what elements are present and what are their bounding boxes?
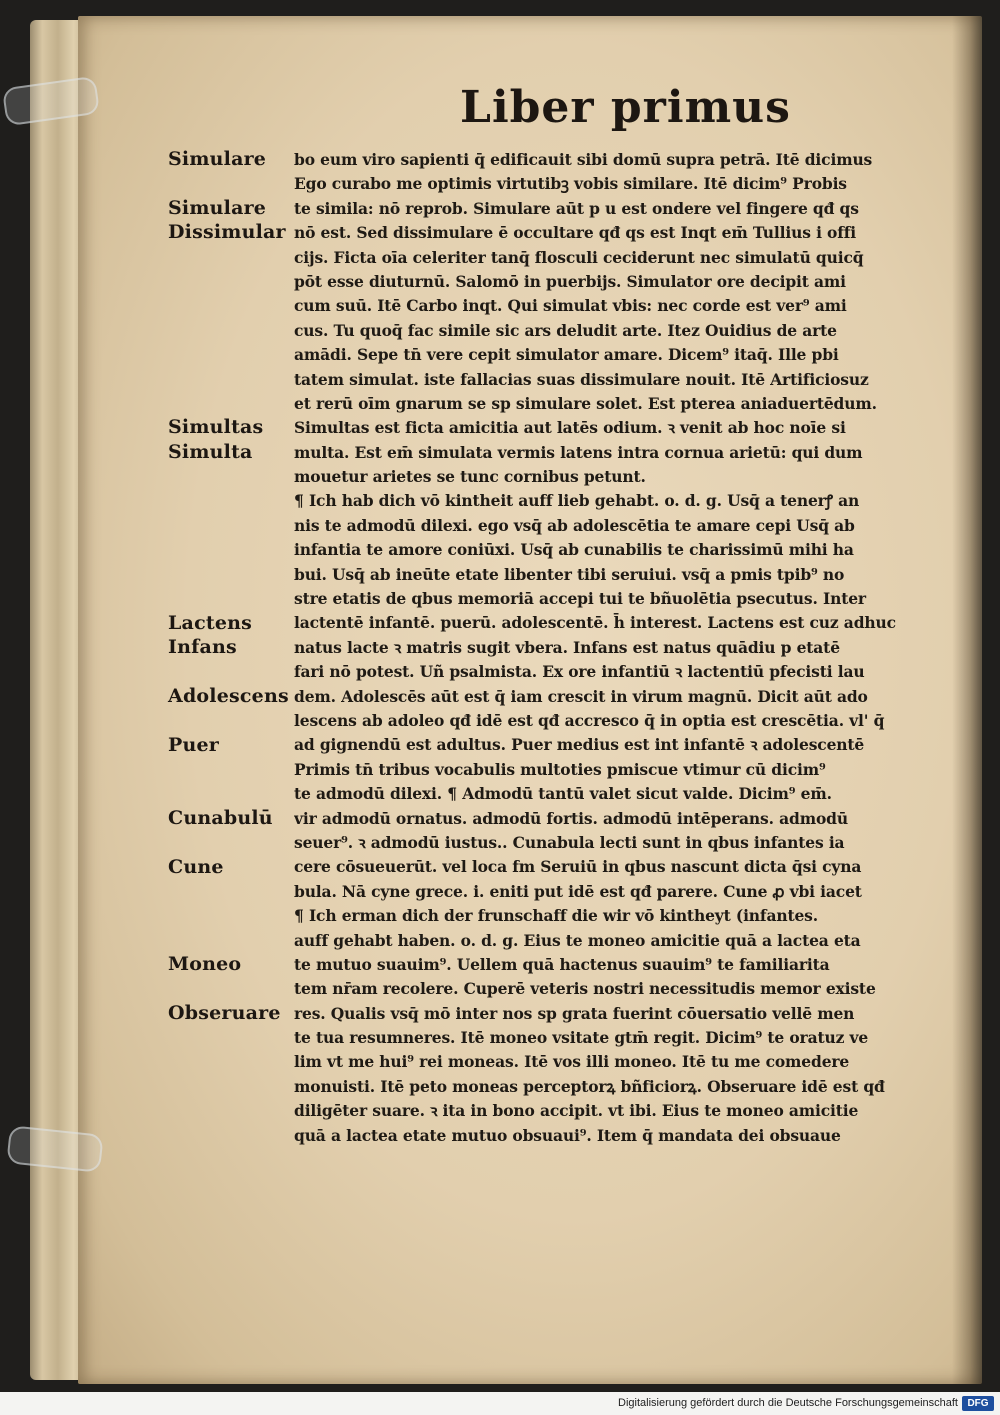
text-line: bula. Nā cyne grece. i. eniti put idē est qđ parere. Cune ꝓ vbi iacet (294, 881, 862, 901)
text-line: cum suū. Itē Carbo inqt. Qui simulat vbis: nec corde est ver⁹ ami (294, 296, 847, 316)
text-line: lactentē infantē. puerū. adolescentē. h̄ interest. Lactens est cuz adhuc (294, 613, 896, 633)
dfg-logo: DFG (962, 1396, 994, 1411)
text-line: lescens ab adoleo qđ idē est qđ accresco q̄ in optia est crescētia. vl' q̄ (294, 710, 885, 730)
text-line: res. Qualis vsq̄ mō inter nos sp grata fuerint cōuersatio vellē men (294, 1003, 855, 1023)
text-line: Simultas est ficta amicitia aut latēs odium. ꝛ venit ab hoc noīe si (294, 418, 846, 438)
footer-credit: Digitalisierung gefördert durch die Deutsche Forschungsgemeinschaft (618, 1397, 958, 1409)
text-line: auff gehabt haben. o. d. g. Eius te moneo amicitie quā a lactea eta (294, 930, 861, 950)
margin-note: Puer (168, 733, 219, 756)
margin-note: Dissimular (168, 221, 286, 244)
text-line: ¶ Ich hab dich vō kintheit auff lieb gehabt. o. d. g. Usq̄ a tenerꝭ an (294, 491, 860, 511)
text-line: pōt esse diuturnū. Salomō in puerbijs. Simulator ore decipit ami (294, 271, 846, 291)
text-line: nō est. Sed dissimulare ē occultare qđ qs est Inqt em̄ Tullius i offi (294, 223, 857, 243)
margin-note: Moneo (168, 953, 242, 976)
margin-note: Infans (168, 636, 237, 658)
text-line: nis te admodū dilexi. ego vsq̄ ab adolescētia te amare cepi Usq̄ ab (294, 515, 855, 535)
text-line: tatem simulat. iste fallacias suas dissimulare nouit. Itē Artificiosuz (294, 369, 869, 389)
text-line: infantia te amore coniūxi. Usq̄ ab cunabilis te charissimū mihi ha (294, 540, 854, 560)
text-line: cere cōsueuerūt. vel loca fm Seruiū in qbus nascunt dicta q̄si cyna (294, 857, 862, 877)
margin-note: Adolescens (168, 684, 289, 707)
text-line: te tua resumneres. Itē moneo vsitate gtm̄ regit. Dicim⁹ te oratuz ve (294, 1028, 869, 1048)
text-line: amādi. Sepe tn̄ vere cepit simulator amare. Dicem⁹ itaq̄. Ille pbi (294, 345, 839, 365)
text-line: Ego curabo me optimis virtutibꝫ vobis similare. Itē dicim⁹ Probis (294, 174, 847, 194)
text-line: dem. Adolescēs aūt est q̄ iam crescit in virum magnū. Dicit aūt ado (294, 686, 868, 706)
text-line: te admodū dilexi. ¶ Admodū tantū valet sicut valde. Dicim⁹ em̄. (294, 784, 832, 804)
text-line: monuisti. Itē peto moneas perceptorꝝ bñficiorꝝ. Obseruare idē est qđ (294, 1076, 885, 1096)
text-line: diligēter suare. ꝛ ita in bono accipit. vt ibi. Eius te moneo amicitie (294, 1101, 859, 1121)
text-line: cijs. Ficta oīa celeriter tanq̄ flosculi ceciderunt nec simulatū quicq̄ (294, 247, 864, 267)
margin-note: Simulare (168, 148, 267, 170)
text-line: quā a lactea etate mutuo obsuaui⁹. Item q̄ mandata dei obsuaue (294, 1125, 841, 1145)
text-line: ad gignendū est adultus. Puer medius est int infantē ꝛ adolescentē (294, 735, 865, 755)
text-line: ¶ Ich erman dich der frunschaff die wir vō kintheyt (infantes. (294, 906, 819, 926)
text-line: natus lacte ꝛ matris sugit vbera. Infans est natus quādiu p etatē (294, 637, 840, 657)
text-line: te simila: nō reprob. Simulare aūt p u est ondere vel fingere qđ qs (294, 198, 859, 218)
text-line: stre etatis de qbus memoriā accepi tui te bñuolētia psecutus. Inter (294, 589, 866, 609)
text-line: fari nō potest. Uñ psalmista. Ex ore infantiū ꝛ lactentiū pfecisti lau (294, 662, 865, 682)
margin-note: Obseruare (168, 1002, 281, 1024)
text-line: lim vt me hui⁹ rei moneas. Itē vos illi moneo. Itē tu me comedere (294, 1052, 850, 1072)
text-line: bo eum viro sapienti q̄ edificauit sibi domū supra petrā. Itē dicimus (294, 150, 873, 169)
text-line: cus. Tu quoq̄ fac simile sic ars deludit arte. Itez Ouidius de arte (294, 320, 837, 340)
text-line: Primis tn̄ tribus vocabulis multoties pmiscue vtimur cū dicim⁹ (294, 759, 826, 779)
text-line: multa. Est em̄ simulata vermis latens intra cornua arietū: qui dum (294, 442, 863, 462)
margin-note: Simulta (168, 440, 253, 463)
text-line: bui. Usq̄ ab ineūte etate libenter tibi seruiui. vsq̄ a pmis tpib⁹ no (294, 564, 845, 584)
text-line: tem nr̄am recolere. Cuperē veteris nostri necessitudis memor existe (294, 979, 876, 999)
text-line: te mutuo suauim⁹. Uellem quā hactenus suauim⁹ te familiarita (294, 954, 830, 974)
text-line: mouetur arietes se tunc cornibus petunt. (294, 467, 646, 487)
text-line: et rerū oīm gnarum se sp simulare solet. Est pterea aniaduertēdum. (294, 393, 877, 413)
page-gutter-shadow (952, 16, 982, 1384)
margin-note: Cunabulū (168, 806, 273, 829)
margin-note: Lactens (168, 611, 253, 634)
margin-note: Cune (168, 855, 224, 878)
main-text-block (294, 148, 944, 1148)
margin-note: Simulare (168, 196, 267, 219)
text-line: vir admodū ornatus. admodū fortis. admodū intēperans. admodū (294, 808, 848, 828)
text-line: seuer⁹. ꝛ admodū iustus.. Cunabula lecti sunt in qbus infantes ia (294, 832, 845, 852)
running-head: Liber primus (460, 82, 791, 133)
margin-note: Simultas (168, 416, 264, 439)
